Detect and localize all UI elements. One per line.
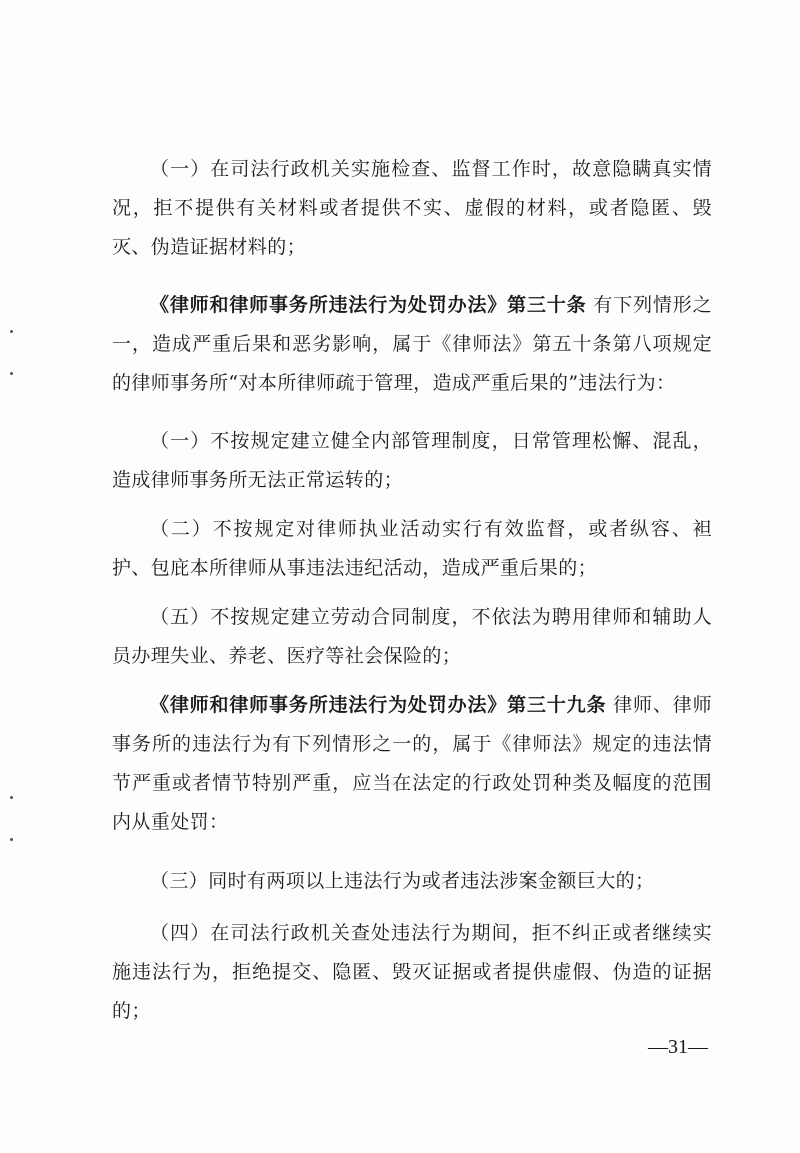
- article-30-title: 《律师和律师事务所违法行为处罚办法》第三十条: [150, 294, 587, 316]
- paragraph-3: [112, 422, 712, 500]
- paragraph-8-text: （四）在司法行政机关查处违法行为期间，拒不纠正或者继续实施违法行为，拒绝提交、隐匿、毁灭证据或者提供虚假、伪造的证据的；: [112, 922, 712, 1022]
- binding-hole-mark: [10, 330, 13, 333]
- paragraph-1-text: （一）在司法行政机关实施检查、监督工作时，故意隐瞒真实情况，拒不提供有关材料或者提供不实、虚假的材料，或者隐匿、毁灭、伪造证据材料的；: [112, 158, 712, 258]
- binding-hole-mark: [10, 796, 13, 799]
- paragraph-1: [112, 150, 712, 267]
- binding-hole-mark: [10, 838, 13, 841]
- paragraph-2-text: 有下列情形之一，造成严重后果和恶劣影响，属于《律师法》第五十条第八项规定的律师事务所“对本所律师疏于管理，造成严重后果的”违法行为：: [112, 294, 712, 394]
- paragraph-3-text: （一）不按规定建立健全内部管理制度，日常管理松懈、混乱，造成律师事务所无法正常运转的；: [112, 430, 712, 491]
- paragraph-7: [112, 862, 712, 901]
- page-number: —31—: [648, 1036, 708, 1058]
- paragraph-6-text: 律师、律师事务所的违法行为有下列情形之一的，属于《律师法》规定的违法情节严重或者情节特别严重，应当在法定的行政处罚种类及幅度的范围内从重处罚：: [112, 694, 712, 833]
- paragraph-6: [112, 686, 712, 842]
- paragraph-4: [112, 510, 712, 588]
- paragraph-7-text: （三）同时有两项以上违法行为或者违法涉案金额巨大的；: [150, 870, 655, 892]
- paragraph-8: [112, 914, 712, 1031]
- binding-hole-mark: [10, 372, 13, 375]
- paragraph-5: [112, 598, 712, 676]
- paragraph-4-text: （二）不按规定对律师执业活动实行有效监督，或者纵容、袒护、包庇本所律师从事违法违纪活动，造成严重后果的；: [112, 518, 712, 579]
- article-39-title: 《律师和律师事务所违法行为处罚办法》第三十九条: [150, 694, 607, 716]
- paragraph-2: [112, 286, 712, 403]
- paragraph-5-text: （五）不按规定建立劳动合同制度，不依法为聘用律师和辅助人员办理失业、养老、医疗等社会保险的；: [112, 606, 712, 667]
